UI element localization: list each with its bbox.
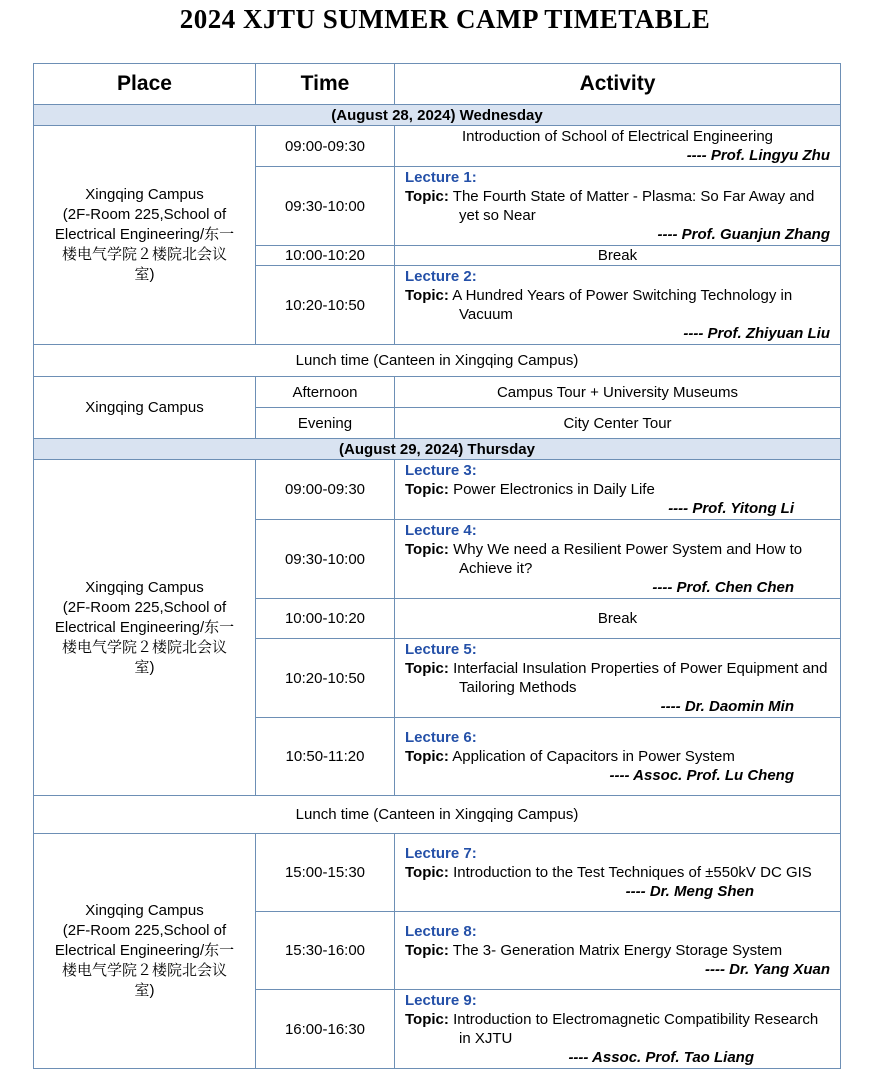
speaker: ---- Dr. Meng Shen: [625, 883, 754, 900]
topic-text: Application of Capacitors in Power System: [452, 748, 735, 765]
activity-cell: Campus Tour + University Museums: [395, 377, 841, 408]
lecture-label: Lecture 7:: [405, 845, 477, 862]
lecture-label: Lecture 9:: [405, 992, 477, 1009]
speaker: ---- Assoc. Prof. Tao Liang: [568, 1049, 754, 1066]
speaker: ---- Dr. Daomin Min: [660, 698, 794, 715]
place-line: (2F-Room 225,School of: [62, 922, 227, 939]
break-cell: Break: [395, 246, 841, 266]
activity-cell: [395, 520, 841, 599]
day-row-1: [34, 105, 841, 126]
place-cell: [34, 834, 256, 1069]
activity-header: Activity: [395, 64, 841, 105]
timetable: [33, 63, 841, 1069]
day-row-2: [34, 439, 841, 460]
table-row: [34, 126, 841, 167]
activity-cell: [395, 912, 841, 990]
place-cell: Xingqing Campus: [34, 377, 256, 439]
speaker: ---- Assoc. Prof. Lu Cheng: [609, 767, 794, 784]
page-title: 2024 XJTU SUMMER CAMP TIMETABLE: [179, 4, 711, 34]
activity-cell: [395, 639, 841, 718]
place-header: Place: [34, 64, 256, 105]
topic: [405, 659, 830, 697]
day-label: (August 28, 2024) Wednesday: [34, 105, 841, 126]
time-cell: 09:00-09:30: [256, 126, 395, 167]
place-line: 室): [134, 982, 155, 999]
topic: [405, 480, 830, 499]
place-line: (2F-Room 225,School of: [62, 206, 227, 223]
lecture-label: Lecture 2:: [405, 268, 477, 285]
lunch-row: [34, 345, 841, 377]
speaker: ---- Prof. Yitong Li: [668, 500, 794, 517]
time-cell: 15:30-16:00: [256, 912, 395, 990]
time-cell: 10:20-10:50: [256, 639, 395, 718]
topic-text: Why We need a Resilient Power System and How to Achieve it?: [453, 541, 803, 577]
speaker: ---- Prof. Lingyu Zhu: [686, 147, 830, 164]
topic: [405, 286, 830, 324]
activity-cell: [395, 126, 841, 167]
time-cell: 10:00-10:20: [256, 599, 395, 639]
activity-text: Introduction of School of Electrical Engineering: [461, 128, 773, 145]
topic-label: Topic:: [405, 864, 449, 881]
topic: [405, 540, 830, 578]
place-cell: [34, 460, 256, 796]
lecture-label: Lecture 4:: [405, 522, 477, 539]
topic-text: Interfacial Insulation Properties of Power Equipment and Tailoring Methods: [453, 660, 828, 696]
place-cell: [34, 126, 256, 345]
lecture-label: Lecture 1:: [405, 169, 477, 186]
lecture-label: Lecture 6:: [405, 729, 477, 746]
topic-text: Introduction to Electromagnetic Compatibility Research in XJTU: [453, 1011, 819, 1047]
topic-text: A Hundred Years of Power Switching Technology in Vacuum: [452, 287, 793, 323]
time-cell: 16:00-16:30: [256, 990, 395, 1069]
place-line: Electrical Engineering/东一: [54, 618, 235, 636]
time-cell: 10:50-11:20: [256, 718, 395, 796]
break-cell: Break: [395, 599, 841, 639]
place-line: 楼电气学院２楼院北会议: [61, 246, 227, 263]
table-row: [34, 834, 841, 912]
lecture-label: Lecture 8:: [405, 923, 477, 940]
topic-text: The 3- Generation Matrix Energy Storage System: [452, 942, 783, 959]
topic: [405, 187, 830, 225]
day-label: (August 29, 2024) Thursday: [34, 439, 841, 460]
activity-cell: [395, 990, 841, 1069]
time-cell: Evening: [256, 408, 395, 439]
activity-cell: [395, 460, 841, 520]
topic-label: Topic:: [405, 748, 449, 765]
topic-label: Topic:: [405, 942, 449, 959]
topic-text: The Fourth State of Matter - Plasma: So Far Away and yet so Near: [452, 188, 815, 224]
topic-label: Topic:: [405, 481, 449, 498]
activity-cell: City Center Tour: [395, 408, 841, 439]
topic-text: Introduction to the Test Techniques of ±550kV DC GIS: [453, 864, 812, 881]
table-row: [34, 377, 841, 408]
place-line: Xingqing Campus: [85, 902, 204, 919]
topic: [405, 863, 830, 882]
topic-label: Topic:: [405, 287, 449, 304]
place-line: (2F-Room 225,School of: [62, 598, 227, 616]
activity-cell: [395, 834, 841, 912]
time-cell: 10:20-10:50: [256, 266, 395, 345]
table-row: [34, 460, 841, 520]
topic-text: Power Electronics in Daily Life: [453, 481, 655, 498]
activity-cell: [395, 266, 841, 345]
lecture-label: Lecture 3:: [405, 462, 477, 479]
speaker: ---- Prof. Chen Chen: [652, 579, 794, 596]
topic-label: Topic:: [405, 1011, 449, 1028]
time-cell: 09:00-09:30: [256, 460, 395, 520]
speaker: ---- Prof. Zhiyuan Liu: [683, 325, 830, 342]
activity-cell: [395, 167, 841, 246]
place-line: Xingqing Campus: [85, 578, 204, 596]
place-line: 楼电气学院２楼院北会议: [61, 962, 227, 979]
topic: [405, 747, 830, 766]
place-line: 室): [134, 658, 155, 676]
place-line: 楼电气学院２楼院北会议: [61, 638, 227, 656]
activity-cell: [395, 718, 841, 796]
topic: [405, 1010, 830, 1048]
time-cell: Afternoon: [256, 377, 395, 408]
place-line: Electrical Engineering/东一: [54, 942, 235, 959]
time-cell: 10:00-10:20: [256, 246, 395, 266]
topic: [405, 941, 830, 960]
time-cell: 15:00-15:30: [256, 834, 395, 912]
lecture-label: Lecture 5:: [405, 641, 477, 658]
place-line: Electrical Engineering/东一: [54, 226, 235, 243]
topic-label: Topic:: [405, 660, 449, 677]
lunch-cell: Lunch time (Canteen in Xingqing Campus): [34, 345, 841, 377]
time-cell: 09:30-10:00: [256, 520, 395, 599]
lunch-cell: Lunch time (Canteen in Xingqing Campus): [34, 796, 841, 834]
lunch-row: [34, 796, 841, 834]
speaker: ---- Dr. Yang Xuan: [704, 961, 830, 978]
place-line: 室): [134, 266, 155, 283]
speaker: ---- Prof. Guanjun Zhang: [657, 226, 830, 243]
topic-label: Topic:: [405, 541, 449, 558]
time-cell: 09:30-10:00: [256, 167, 395, 246]
time-header: Time: [256, 64, 395, 105]
topic-label: Topic:: [405, 188, 449, 205]
header-row: [34, 64, 841, 105]
place-line: Xingqing Campus: [85, 186, 204, 203]
